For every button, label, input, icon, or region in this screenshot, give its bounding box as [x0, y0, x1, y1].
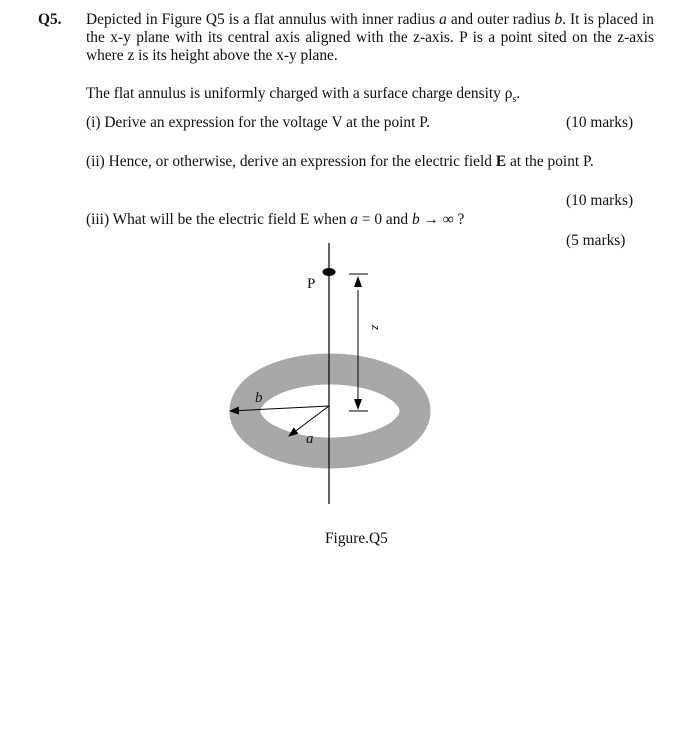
point-p-marker: [323, 268, 336, 276]
label-b: b: [255, 390, 263, 406]
z-arrow-head-up: [354, 276, 362, 287]
figure-caption: Figure.Q5: [325, 530, 388, 547]
question-intro: Depicted in Figure Q5 is a flat annulus with inner radius a and outer radius b. It is placed in the x-y plane with its central axis aligned with the z-axis. P is a point sited on the z-axis where z is its height above the x-y plane.: [86, 11, 654, 64]
part-iii-text: (iii) What will be the electric field E when a = 0 and b → ∞ ?: [86, 211, 465, 228]
part-iii-marks: (5 marks): [566, 232, 626, 249]
label-z: z: [369, 325, 384, 331]
part-i-marks: (10 marks): [566, 114, 634, 131]
part-i-text: (i) Derive an expression for the voltage V at the point P.: [86, 114, 430, 131]
annulus-ring: [245, 369, 415, 453]
question-number: Q5.: [38, 11, 62, 28]
part-ii-text: (ii) Hence, or otherwise, derive an expression for the electric field E at the point P.: [86, 153, 594, 170]
label-a: a: [306, 431, 314, 447]
z-arrow-head-down: [354, 399, 362, 410]
charge-density-statement: The flat annulus is uniformly charged with a surface charge density $\rho_s$.: [86, 85, 521, 106]
part-ii-marks: (10 marks): [566, 192, 634, 209]
label-p: P: [307, 276, 316, 292]
